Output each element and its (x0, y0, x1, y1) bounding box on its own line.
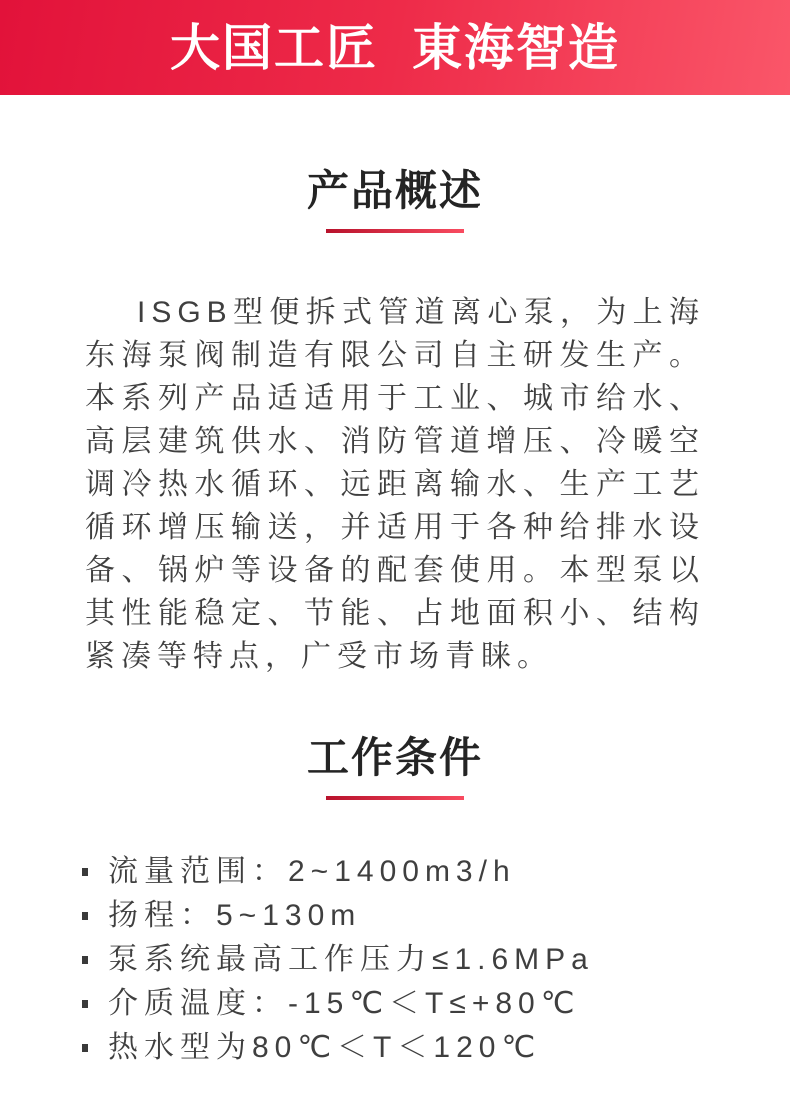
condition-text: 热水型为80℃＜T＜120℃ (108, 1031, 542, 1064)
bullet-dot-icon (82, 868, 88, 876)
working-conditions-heading: 工作条件 (306, 734, 483, 781)
list-item-medium-temperature (82, 982, 730, 1026)
top-banner (0, 0, 790, 95)
overview-paragraph: ISGB型便拆式管道离心泵，为上海东海泵阀制造有限公司自主研发生产。本系列产品适适用于工业、城市给水、高层建筑供水、消防管道增压、冷暖空调冷热水循环、远距离输水、生产工艺循环增压输送，并适用于各种给排水设备、锅炉等设备的配套使用。本型泵以其性能稳定、节能、占地面积小、结构紧凑等特点，广受市场青睐。 (85, 296, 705, 673)
overview-heading: 产品概述 (306, 167, 483, 214)
bullet-dot-icon (82, 1000, 88, 1008)
list-item-flow-range (82, 850, 730, 894)
condition-text: 扬程：5~130m (108, 899, 362, 932)
banner-title: 大国工匠 東海智造 (170, 19, 620, 76)
overview-section (0, 169, 790, 678)
list-item-head (82, 894, 730, 938)
working-conditions-section (0, 736, 790, 1070)
condition-text: 介质温度：-15℃＜T≤+80℃ (108, 987, 581, 1020)
condition-text: 流量范围：2~1400m3/h (108, 855, 516, 888)
heading-underline (326, 796, 464, 800)
list-item-max-pressure (82, 938, 730, 982)
bullet-dot-icon (82, 912, 88, 920)
conditions-list (0, 850, 790, 1070)
heading-underline (326, 229, 464, 233)
condition-text: 泵系统最高工作压力≤1.6MPa (108, 943, 594, 976)
list-item-hot-water-type (82, 1026, 730, 1070)
bullet-dot-icon (82, 1044, 88, 1052)
bullet-dot-icon (82, 956, 88, 964)
